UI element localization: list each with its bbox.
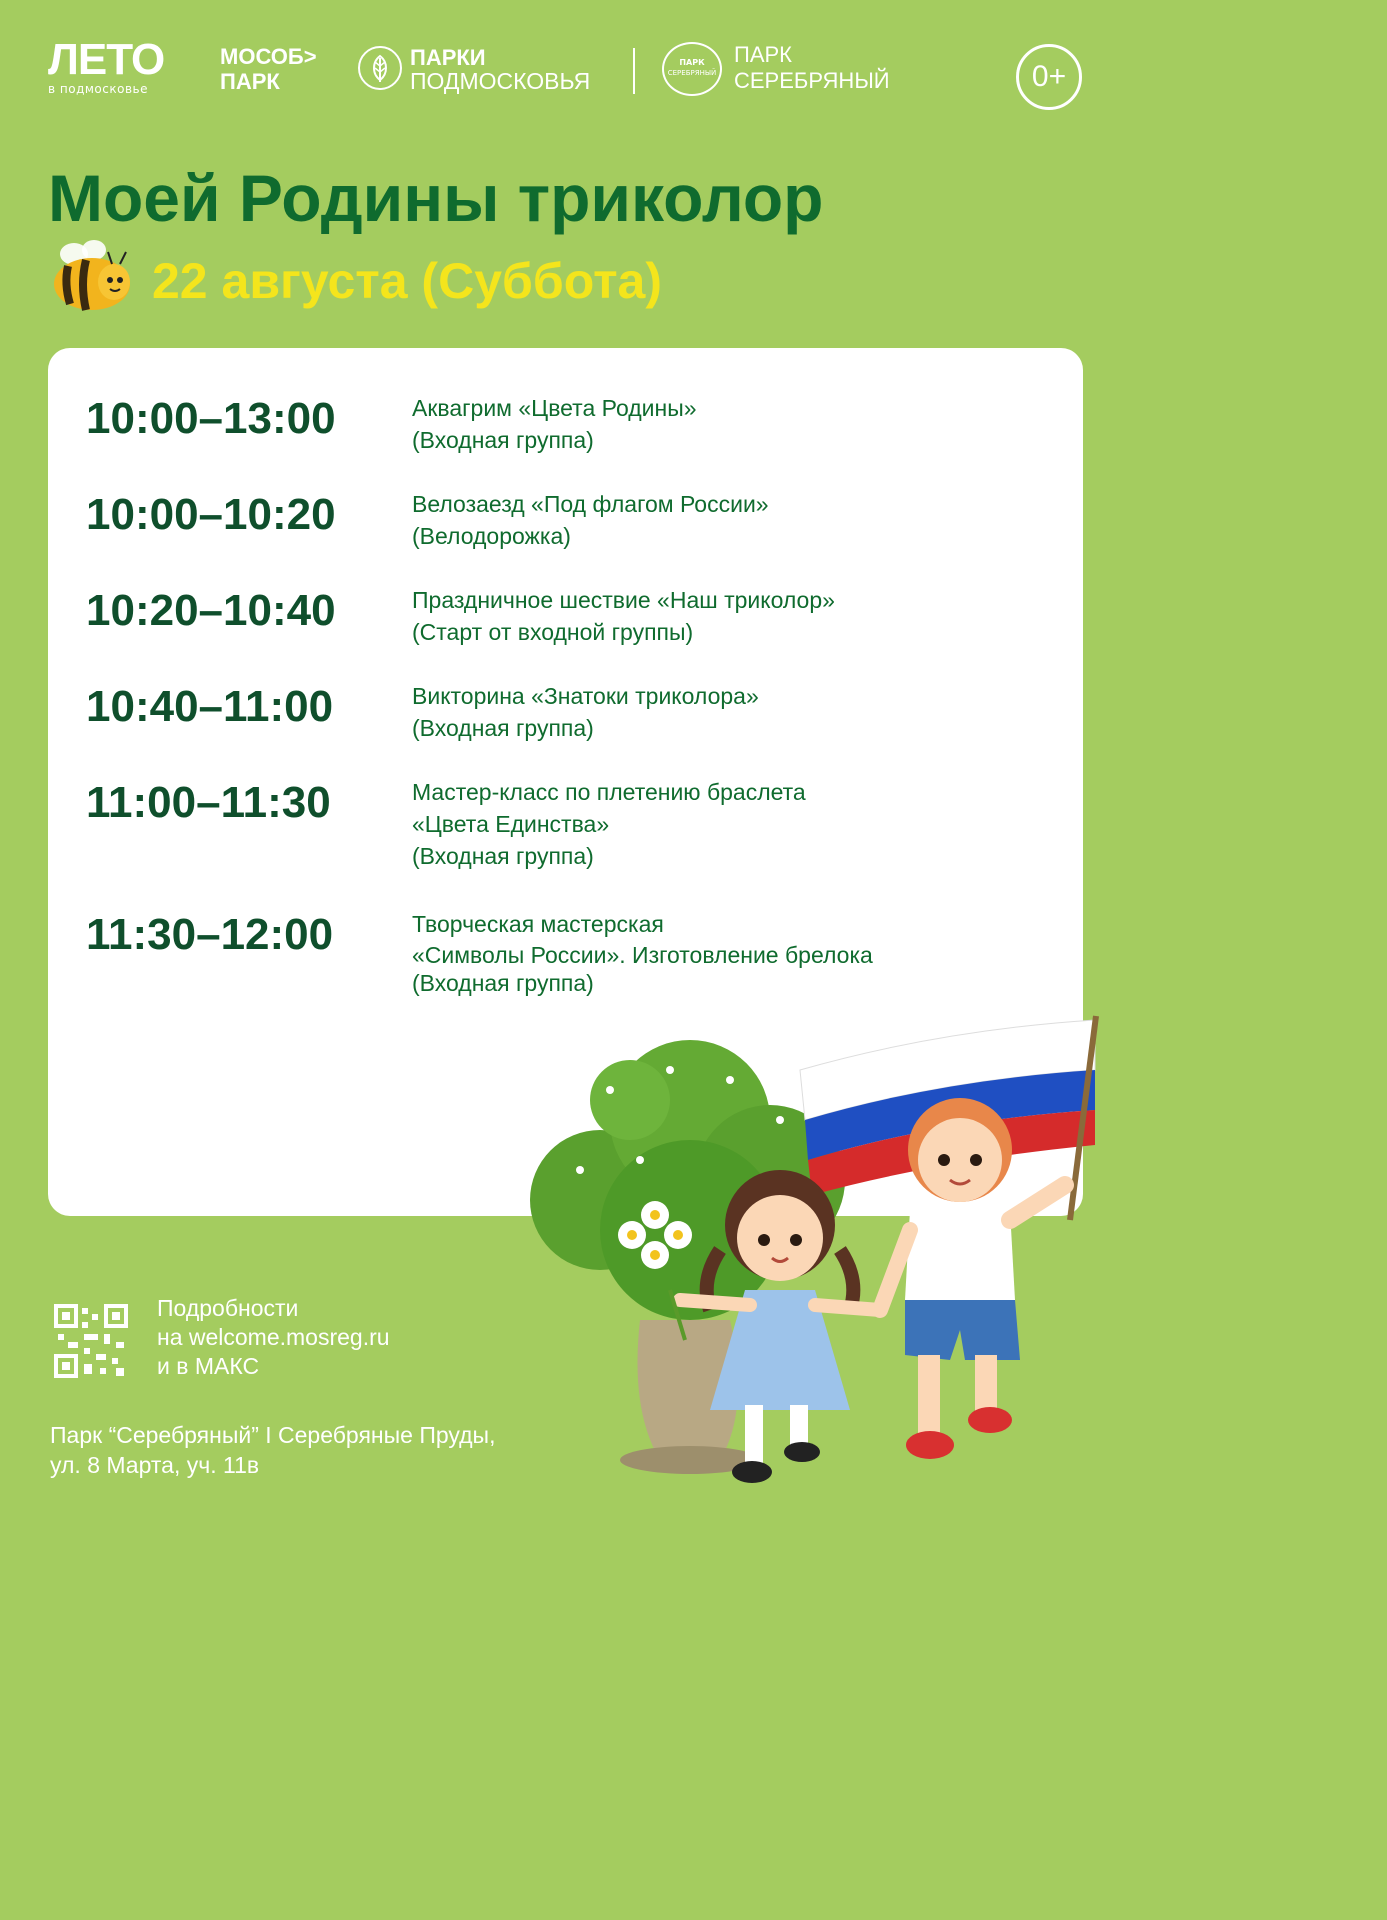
schedule-time: 11:00–11:30 bbox=[86, 778, 331, 827]
mosobpark-logo-line1: МОСОБ> bbox=[220, 44, 317, 69]
schedule-description bbox=[412, 776, 1032, 872]
schedule-time: 11:30–12:00 bbox=[86, 910, 334, 959]
park-serebryany-line2: СЕРЕБРЯНЫЙ bbox=[734, 68, 890, 93]
park-serebryany-line1: ПАРК bbox=[734, 42, 792, 67]
age-rating-badge: 0+ bbox=[1016, 44, 1082, 110]
mosobpark-logo-line2: ПАРК bbox=[220, 69, 280, 94]
schedule-time: 10:40–11:00 bbox=[86, 682, 334, 731]
schedule-time: 10:20–10:40 bbox=[86, 586, 336, 635]
schedule-line: «Символы России». Изготовление брелока bbox=[412, 942, 873, 968]
schedule-line: Велозаезд «Под флагом России» bbox=[412, 491, 769, 517]
address-line: Парк “Серебряный” I Серебряные Пруды, bbox=[50, 1422, 496, 1448]
details-link[interactable]: на welcome.mosreg.ru bbox=[157, 1324, 390, 1350]
parki-logo-line1: ПАРКИ bbox=[410, 45, 486, 70]
schedule-description bbox=[412, 908, 1032, 996]
children-with-flag-illustration bbox=[520, 1010, 1120, 1510]
header bbox=[0, 0, 1133, 130]
leto-logo-subtitle: в подмосковье bbox=[48, 82, 148, 96]
schedule-line: Аквагрим «Цвета Родины» bbox=[412, 395, 697, 421]
details-line: и в МАКС bbox=[157, 1353, 260, 1379]
schedule-line: (Входная группа) bbox=[412, 427, 594, 453]
schedule-description bbox=[412, 680, 1032, 744]
leto-logo-title: ЛЕТО bbox=[48, 35, 165, 84]
qr-code[interactable] bbox=[54, 1304, 128, 1378]
leto-logo bbox=[48, 35, 165, 96]
mosobpark-logo bbox=[220, 44, 317, 94]
schedule-line: Праздничное шествие «Наш триколор» bbox=[412, 587, 835, 613]
park-emblem-icon bbox=[662, 42, 722, 96]
details-line: Подробности bbox=[157, 1295, 299, 1321]
logo-divider bbox=[633, 48, 635, 94]
schedule-description bbox=[412, 488, 1032, 552]
schedule-line: Викторина «Знатоки триколора» bbox=[412, 683, 759, 709]
address-line: ул. 8 Марта, уч. 11в bbox=[50, 1452, 260, 1478]
schedule-line: Творческая мастерская bbox=[412, 911, 664, 937]
park-emblem-bottom: СЕРЕБРЯНЫЙ bbox=[667, 69, 717, 77]
schedule-line: (Велодорожка) bbox=[412, 523, 571, 549]
event-date: 22 августа (Суббота) bbox=[152, 253, 663, 309]
schedule-time: 10:00–10:20 bbox=[86, 490, 336, 539]
details-info bbox=[157, 1294, 390, 1381]
page-title: Моей Родины триколор bbox=[48, 161, 824, 235]
schedule-description bbox=[412, 392, 1032, 456]
schedule-line: (Входная группа) bbox=[412, 715, 594, 741]
schedule-line: (Входная группа) bbox=[412, 843, 594, 869]
schedule-line: Мастер-класс по плетению браслета bbox=[412, 779, 806, 805]
leaf-icon bbox=[358, 46, 402, 90]
schedule-time: 10:00–13:00 bbox=[86, 394, 336, 443]
schedule-line: «Цвета Единства» bbox=[412, 811, 610, 837]
park-emblem-top: ПАРК bbox=[679, 58, 705, 67]
bee-icon bbox=[50, 234, 134, 314]
schedule-line: (Старт от входной группы) bbox=[412, 619, 694, 645]
parki-logo-line2: ПОДМОСКОВЬЯ bbox=[410, 68, 591, 94]
address bbox=[50, 1420, 495, 1480]
schedule-description bbox=[412, 584, 1032, 648]
schedule-line: (Входная группа) bbox=[412, 970, 594, 996]
